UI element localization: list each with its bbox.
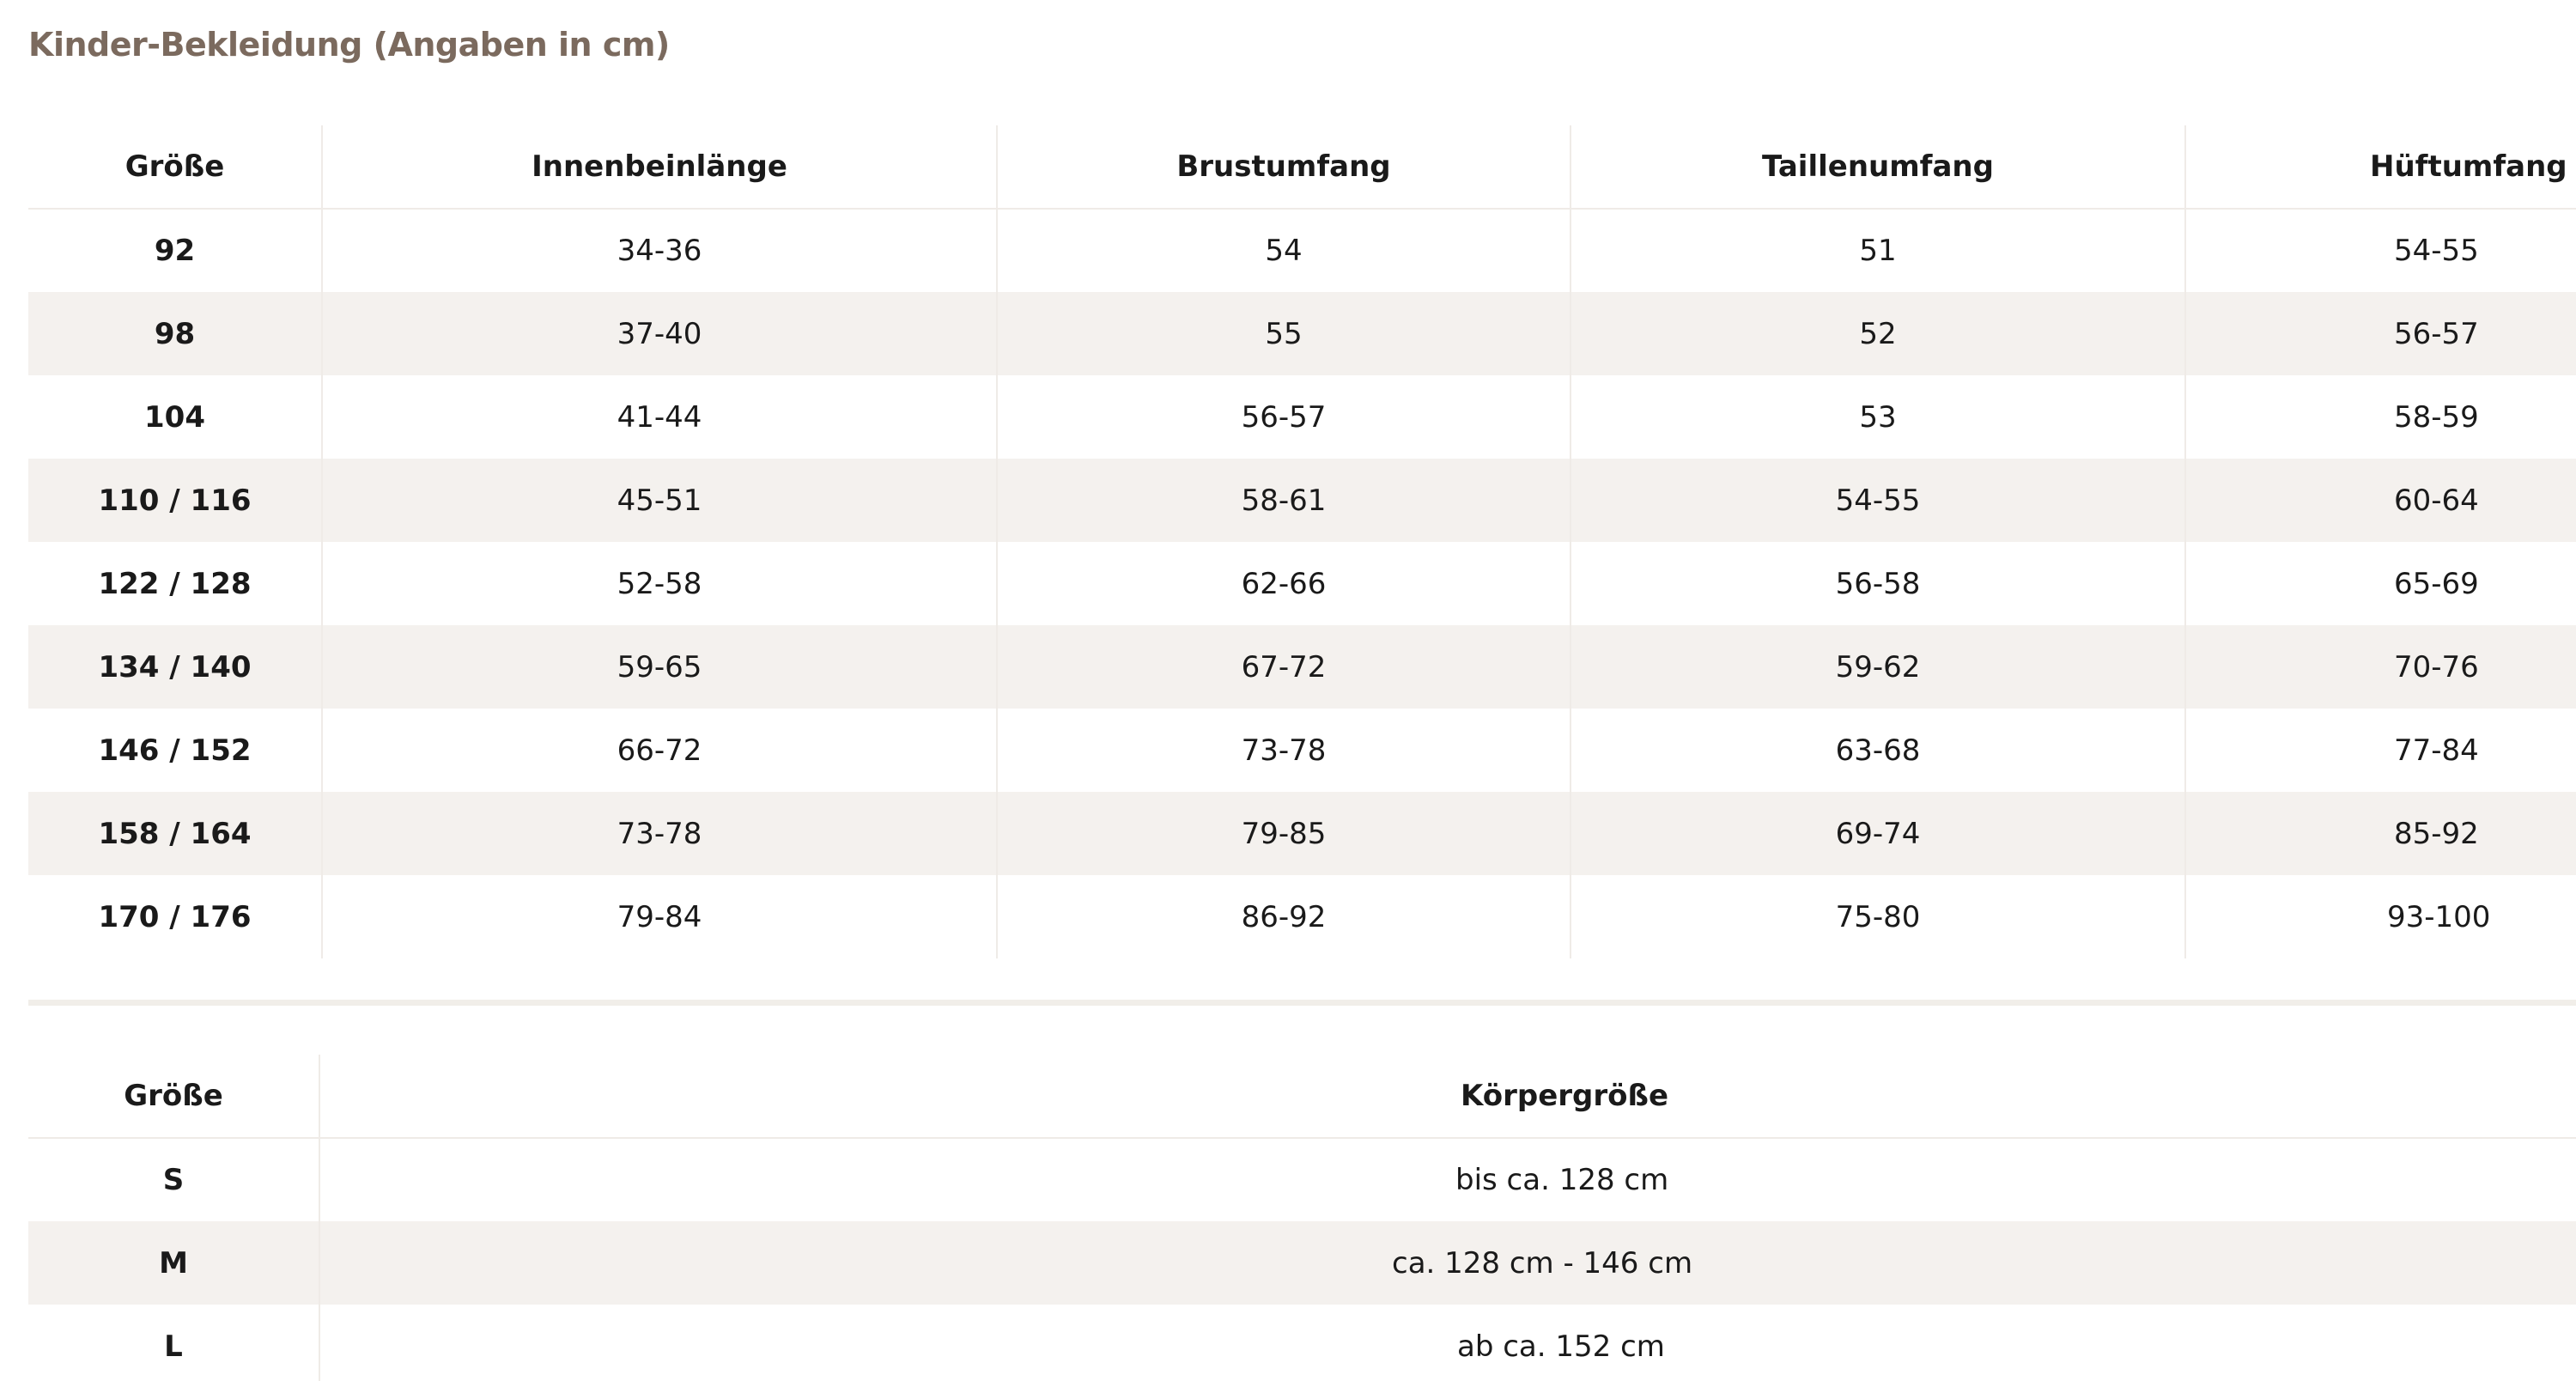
waist-cell: 53: [1571, 375, 2185, 459]
inseam-cell: 41-44: [322, 375, 997, 459]
section-divider: [28, 1000, 2576, 1006]
body-height-cell: bis ca. 128 cm: [319, 1138, 2576, 1221]
waist-cell: 51: [1571, 209, 2185, 292]
inseam-cell: 37-40: [322, 292, 997, 375]
table-header-row: [28, 125, 2576, 209]
inseam-cell: 34-36: [322, 209, 997, 292]
measurements-table: [28, 125, 2576, 958]
inseam-cell: 73-78: [322, 792, 997, 875]
hip-cell: 70-76: [2185, 625, 2576, 709]
size-cell: 92: [154, 234, 196, 268]
table-row: [28, 209, 2576, 292]
body-height-cell: ca. 128 cm - 146 cm: [319, 1221, 2576, 1305]
hip-cell: 56-57: [2185, 292, 2576, 375]
inseam-cell: 52-58: [322, 542, 997, 625]
size-cell: 122 / 128: [98, 566, 252, 601]
inseam-cell: 79-84: [322, 875, 997, 958]
chest-cell: 79-85: [997, 792, 1571, 875]
table-row: [28, 542, 2576, 625]
waist-cell: 63-68: [1571, 709, 2185, 792]
size-cell: L: [164, 1329, 183, 1364]
waist-cell: 52: [1571, 292, 2185, 375]
table-row: [28, 792, 2576, 875]
chest-cell: 55: [997, 292, 1571, 375]
size-cell: 110 / 116: [98, 483, 252, 518]
hip-cell: 77-84: [2185, 709, 2576, 792]
table-row: [28, 459, 2576, 542]
hip-cell: 60-64: [2185, 459, 2576, 542]
size-cell: 134 / 140: [98, 649, 252, 684]
chest-cell: 62-66: [997, 542, 1571, 625]
waist-cell: 75-80: [1571, 875, 2185, 958]
size-cell: M: [159, 1245, 188, 1281]
chest-cell: 54: [997, 209, 1571, 292]
table-row: [28, 709, 2576, 792]
inseam-cell: 59-65: [322, 625, 997, 709]
size-cell: 98: [154, 316, 196, 351]
column-header-size: Größe: [124, 1079, 223, 1113]
table-row: [28, 625, 2576, 709]
table-header-row: [28, 1055, 2576, 1138]
chest-cell: 73-78: [997, 709, 1571, 792]
size-cell: 158 / 164: [98, 816, 252, 851]
inseam-cell: 45-51: [322, 459, 997, 542]
column-header-waist: Taillenumfang: [1571, 125, 2185, 209]
chest-cell: 67-72: [997, 625, 1571, 709]
column-header-inseam: Innenbeinlänge: [322, 125, 997, 209]
chest-cell: 58-61: [997, 459, 1571, 542]
hip-cell: 65-69: [2185, 542, 2576, 625]
column-header-hip: Hüftumfang: [2185, 125, 2576, 209]
hip-cell: 58-59: [2185, 375, 2576, 459]
table-row: [28, 292, 2576, 375]
size-cell: 104: [144, 399, 205, 435]
hip-cell: 93-100: [2185, 875, 2576, 958]
waist-cell: 56-58: [1571, 542, 2185, 625]
waist-cell: 69-74: [1571, 792, 2185, 875]
inseam-cell: 66-72: [322, 709, 997, 792]
size-cell: 170 / 176: [98, 899, 252, 934]
size-cell: 146 / 152: [98, 733, 252, 768]
table-row: [28, 375, 2576, 459]
column-header-size: Größe: [125, 149, 225, 184]
table-row: [28, 875, 2576, 958]
body-height-table: [28, 1055, 2576, 1381]
chest-cell: 56-57: [997, 375, 1571, 459]
waist-cell: 59-62: [1571, 625, 2185, 709]
table-row: [28, 1305, 2576, 1381]
column-header-body-height: Körpergröße: [319, 1055, 2576, 1138]
page-title: Kinder-Bekleidung (Angaben in cm): [28, 26, 670, 64]
body-height-cell: ab ca. 152 cm: [319, 1305, 2576, 1381]
waist-cell: 54-55: [1571, 459, 2185, 542]
hip-cell: 54-55: [2185, 209, 2576, 292]
column-header-chest: Brustumfang: [997, 125, 1571, 209]
table-row: [28, 1221, 2576, 1305]
chest-cell: 86-92: [997, 875, 1571, 958]
hip-cell: 85-92: [2185, 792, 2576, 875]
size-cell: S: [162, 1163, 185, 1197]
table-row: [28, 1138, 2576, 1221]
